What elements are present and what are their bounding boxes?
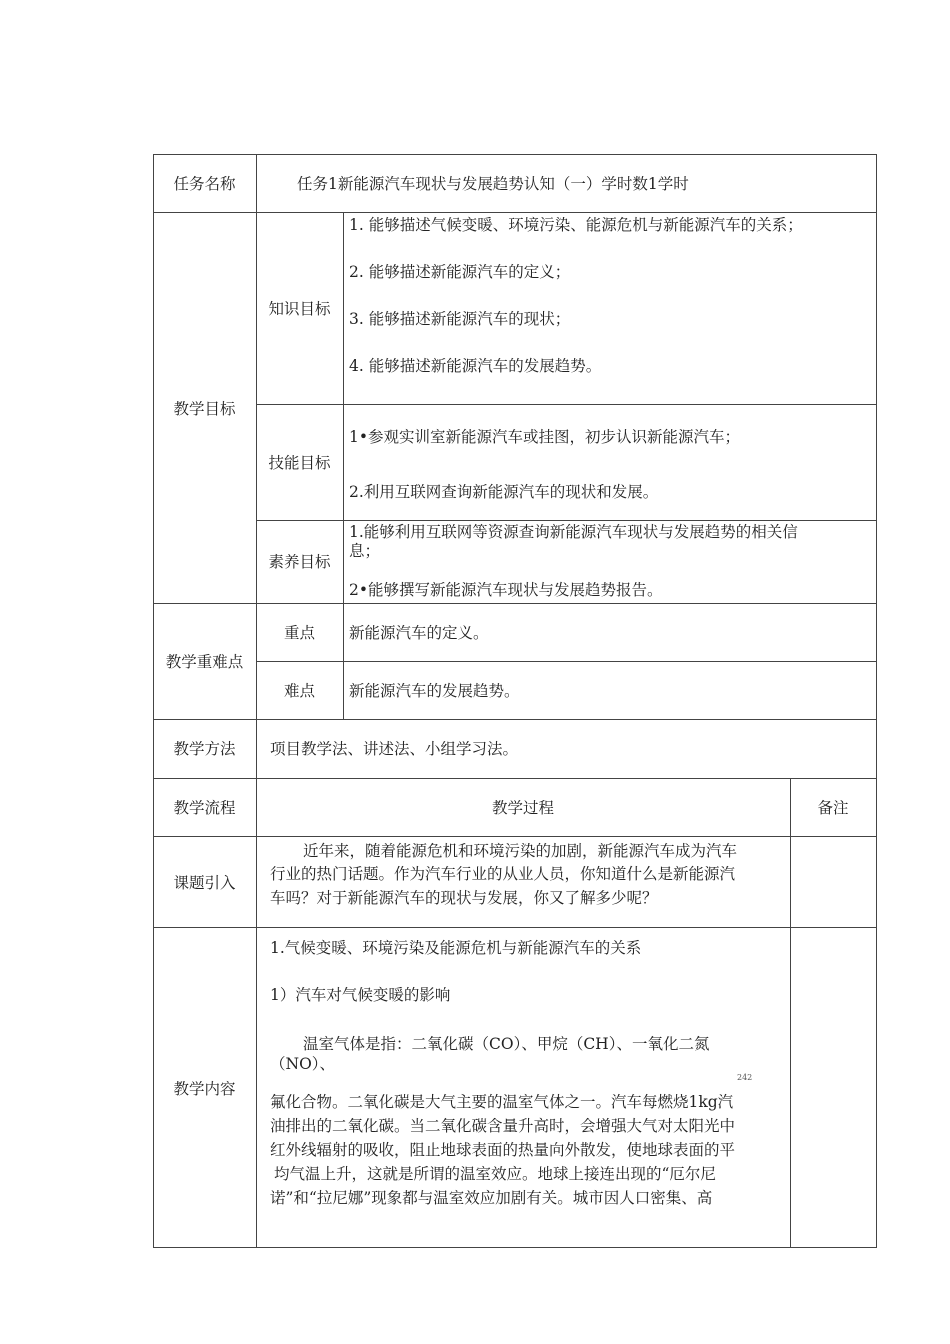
row-divider — [153, 212, 876, 213]
intro-label: 课题引入 — [173, 874, 236, 892]
row-divider — [256, 661, 876, 662]
content-label: 教学内容 — [173, 1080, 236, 1098]
column-divider — [790, 778, 791, 1248]
content-line: 诺”和“拉尼娜”现象都与温室效应加剧有关。城市因人口密集、高 — [270, 1189, 713, 1207]
row-divider — [153, 603, 876, 604]
content-subscript-note: 242 — [737, 1073, 753, 1082]
content-line: 均气温上升，这就是所谓的温室效应。地球上接连出现的“厄尔尼 — [274, 1165, 716, 1183]
row-divider — [153, 719, 876, 720]
table-border-bottom — [153, 1247, 876, 1248]
row-divider — [153, 836, 876, 837]
knowledge-item: 1. 能够描述气候变暖、环境污染、能源危机与新能源汽车的关系； — [349, 216, 803, 234]
intro-line: 行业的热门话题。作为汽车行业的从业人员，你知道什么是新能源汽 — [270, 865, 736, 883]
row-divider — [153, 927, 876, 928]
notes-header: 备注 — [817, 799, 849, 817]
key-point-label: 重点 — [283, 624, 315, 642]
key-point-value: 新能源汽车的定义。 — [349, 624, 489, 642]
knowledge-item: 4. 能够描述新能源汽车的发展趋势。 — [349, 357, 602, 375]
knowledge-item: 3. 能够描述新能源汽车的现状； — [349, 310, 571, 328]
skill-item: 1•参观实训室新能源汽车或挂图，初步认识新能源汽车； — [349, 428, 741, 446]
task-name-value: 任务1新能源汽车现状与发展趋势认知（一）学时数1学时 — [297, 175, 689, 193]
task-name-label: 任务名称 — [173, 175, 236, 193]
flow-header: 教学流程 — [173, 799, 236, 817]
process-header: 教学过程 — [491, 799, 554, 817]
method-value: 项目教学法、讲述法、小组学习法。 — [270, 740, 519, 758]
row-divider — [153, 778, 876, 779]
intro-line: 车吗？对于新能源汽车的现状与发展，你又了解多少呢？ — [270, 889, 658, 907]
intro-line: 近年来，随着能源危机和环境污染的加剧，新能源汽车成为汽车 — [303, 842, 738, 860]
column-divider — [343, 212, 344, 720]
knowledge-objective-label: 知识目标 — [268, 300, 331, 318]
row-divider — [256, 404, 876, 405]
method-label: 教学方法 — [173, 740, 236, 758]
literacy-item: 1.能够利用互联网等资源查询新能源汽车现状与发展趋势的相关信 — [349, 523, 798, 541]
hard-point-value: 新能源汽车的发展趋势。 — [349, 682, 520, 700]
objectives-label: 教学目标 — [173, 400, 236, 418]
content-line: （NO）、 — [270, 1055, 336, 1073]
literacy-item: 2•能够撰写新能源汽车现状与发展趋势报告。 — [349, 581, 663, 599]
skill-item: 2.利用互联网查询新能源汽车的现状和发展。 — [349, 483, 659, 501]
literacy-item: 息； — [349, 542, 381, 560]
literacy-objective-label: 素养目标 — [268, 553, 331, 571]
table-border-right — [876, 154, 877, 1248]
content-line: 1）汽车对气候变暖的影响 — [270, 986, 451, 1004]
hard-point-label: 难点 — [283, 682, 315, 700]
difficulty-label: 教学重难点 — [165, 653, 244, 671]
skill-objective-label: 技能目标 — [268, 454, 331, 472]
content-line: 温室气体是指：二氧化碳（CO）、甲烷（CH）、一氧化二氮 — [303, 1035, 710, 1053]
content-line: 红外线辐射的吸收，阻止地球表面的热量向外散发，使地球表面的平 — [270, 1141, 736, 1159]
knowledge-item: 2. 能够描述新能源汽车的定义； — [349, 263, 571, 281]
row-divider — [256, 520, 876, 521]
table-border-top — [153, 154, 876, 155]
content-line: 氟化合物。二氧化碳是大气主要的温室气体之一。汽车每燃烧1kg汽 — [270, 1093, 734, 1111]
content-line: 油排出的二氧化碳。当二氧化碳含量升高时，会增强大气对太阳光中 — [270, 1117, 736, 1135]
content-line: 1.气候变暖、环境污染及能源危机与新能源汽车的关系 — [270, 939, 642, 957]
